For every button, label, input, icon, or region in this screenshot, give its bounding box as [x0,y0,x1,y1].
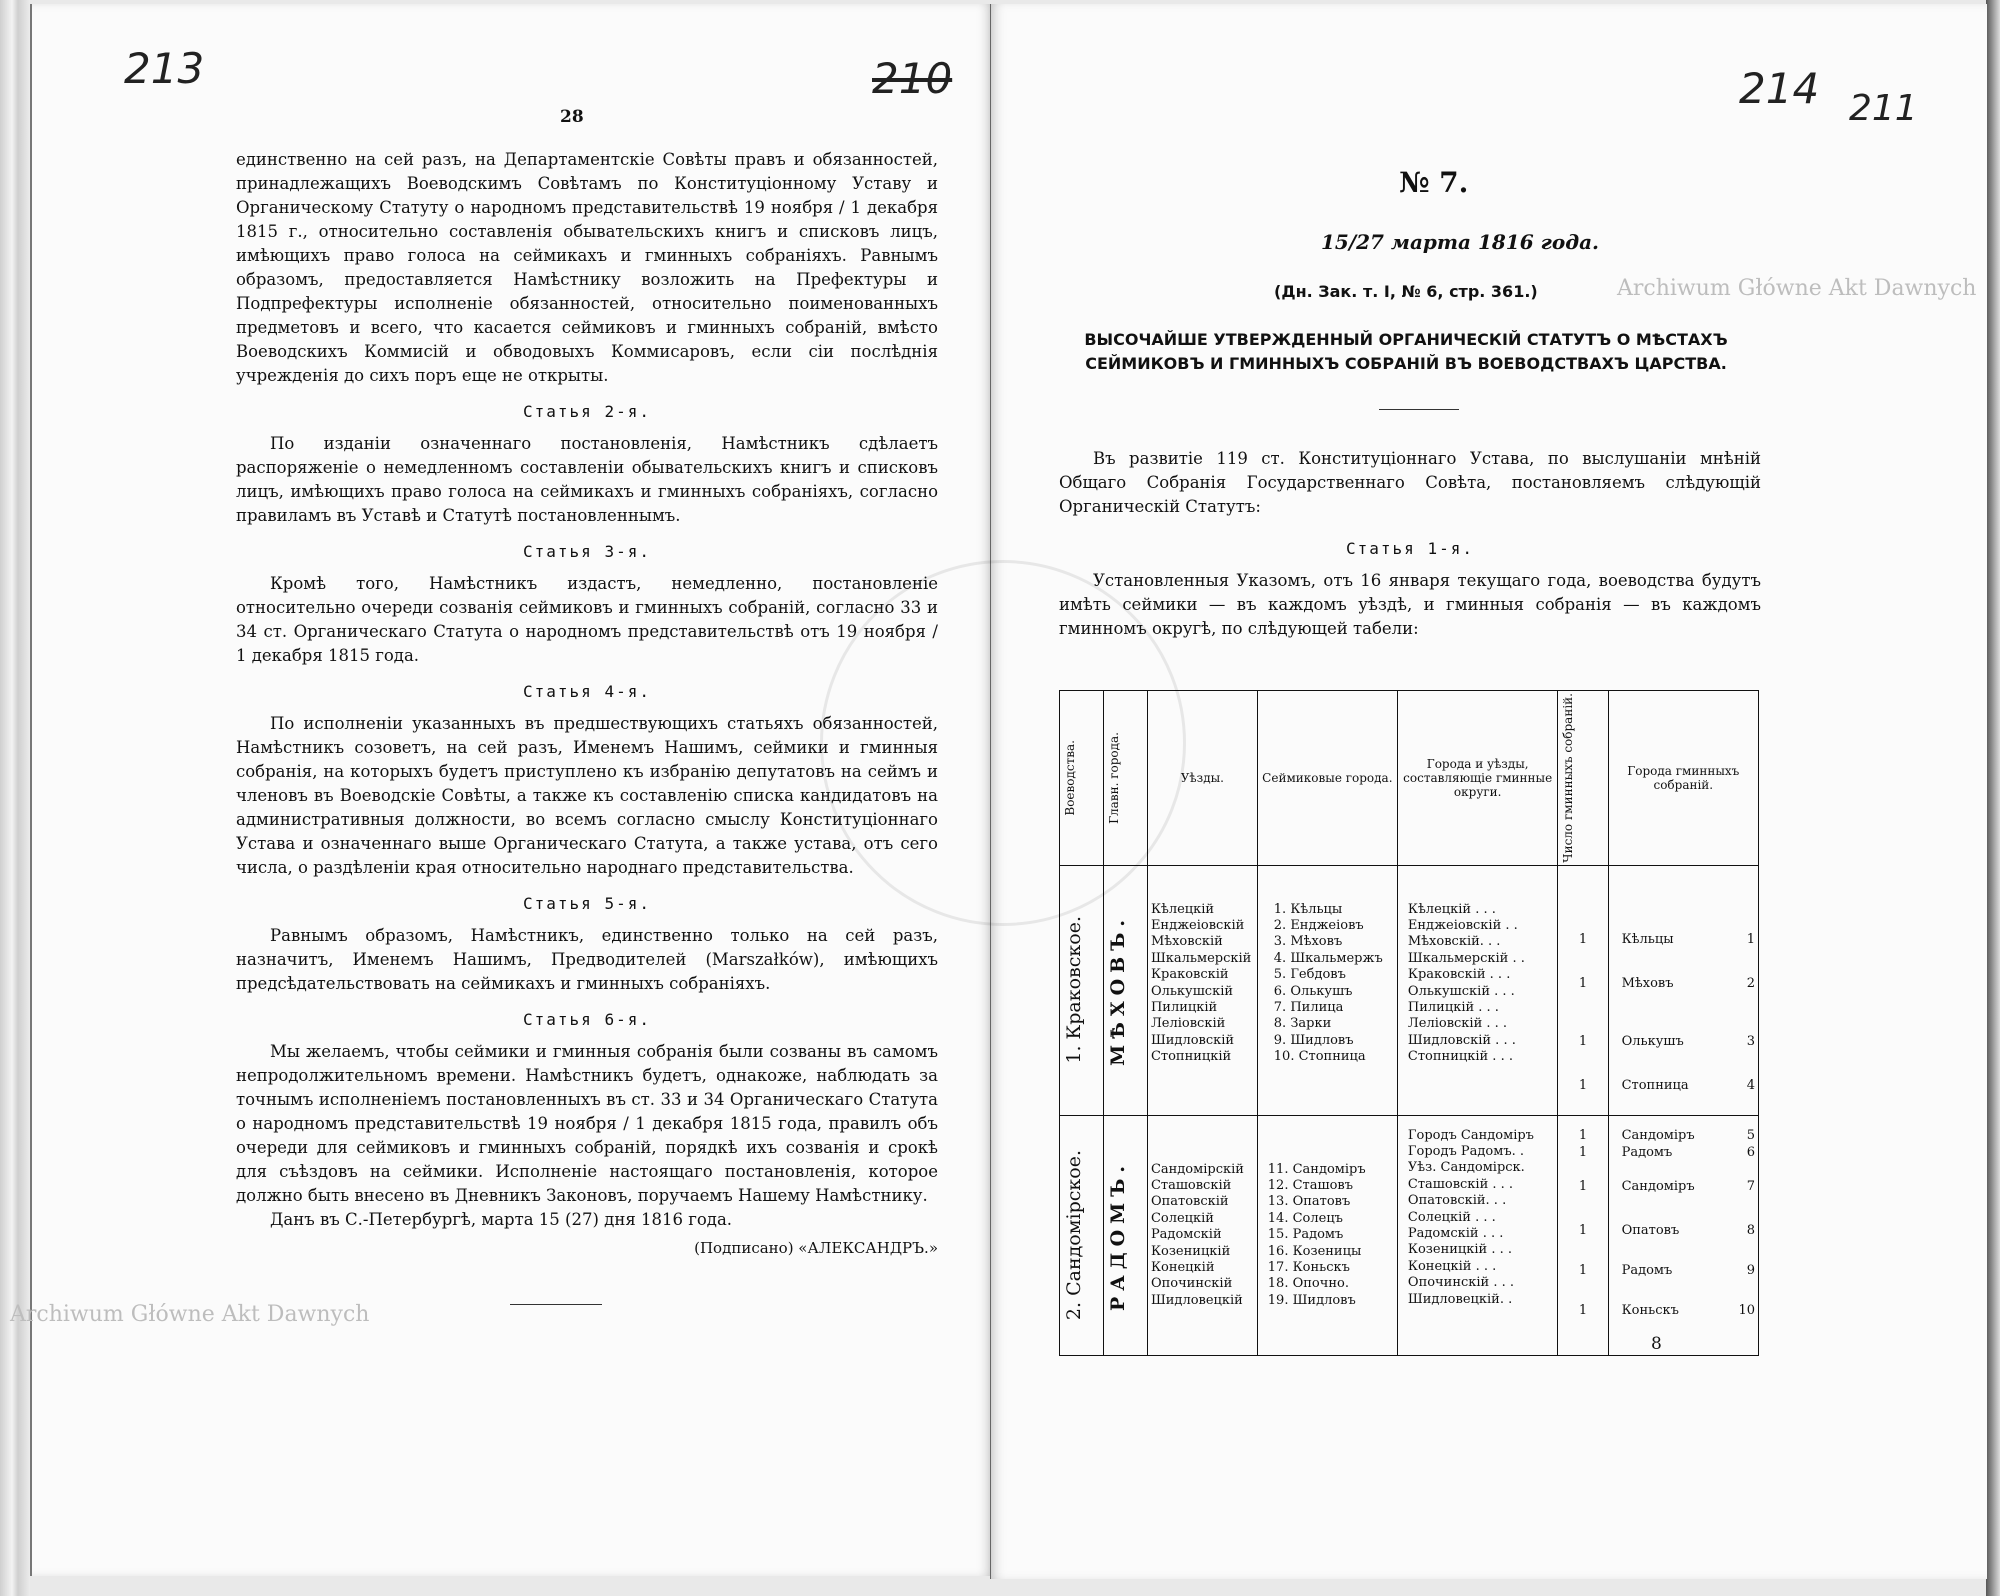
book-edge-right [1986,0,2000,1596]
archive-watermark-right: Archiwum Główne Akt Dawnych [1617,276,1977,301]
header-seimik-towns: Сеймиковые города. [1257,691,1397,866]
handwritten-folio-number: 211 [1849,88,1918,129]
article-4-heading: Статья 4-я. [523,682,651,701]
archive-watermark-left: Archiwum Główne Akt Dawnych [10,1302,370,1327]
header-gmina-count: Число гминныхъ собраній. [1558,691,1608,866]
gmina-town-list: Кѣльцы 1 Мѣховъ 2 Олькушъ 3 Стопница 4 [1608,865,1758,1115]
archive-stamp-watermark [820,560,1186,926]
capital-cell: РАДОМЪ. [1103,1115,1147,1355]
header-gmina-districts: Города и уѣзды, составляющіе гминные округи. [1397,691,1558,866]
voivodeship-cell: 1. Краковское. [1060,865,1104,1115]
header-voivodeships: Воеводства. [1060,691,1104,866]
article-2-text: По изданіи означеннаго постановленія, Намѣстникъ сдѣлаетъ распоряженіе о немедленномъ составленіи обывательскихъ книгъ и списковъ лицъ, имѣющихъ право голоса на сеймикахъ и гминныхъ собраніяхъ, согласно правиламъ въ Уставѣ и Статутѣ постановленнымъ. [236,434,938,525]
end-rule [510,1304,602,1305]
gmina-count-list: 1 1 1 1 1 1 [1558,1115,1608,1355]
article-4-text: По исполненіи указанныхъ въ предшествующихъ статьяхъ обязанностей, Намѣстникъ созоветъ, на сей разъ, Именемъ Нашимъ, сеймики и гминныя собранія, на которыхъ будетъ приступлено къ избранію депутатовъ на сеймъ и членовъ въ Воеводскіе Совѣты, а также къ составленію списка кандидатовъ на административныя должности, во всемъ согласно смыслу Конституціоннаго Устава и означеннаго выше Органическаго Статута, а также устава, отъ сего числа, о раздѣленіи края относительно народнаго представительства. [236,714,938,877]
handwritten-folio-number: 210 [872,54,953,103]
page-number: 28 [560,107,584,127]
article-6-heading: Статья 6-я. [523,1010,651,1029]
article-1-heading: Статья 1-я. [1346,539,1474,558]
gmina-district-list: Городъ Сандоміръ Городъ Радомъ. . Уѣз. Сандомірск. Сташовскій . . . Опатовскій. . . Солецкій . . . Радомскій . . . Козеницкій . . . Конецкій . . . Опочинскій . . . Шидловецкій. . [1397,1115,1558,1355]
article-2-heading: Статья 2-я. [523,402,651,421]
article-3-text: Кромѣ того, Намѣстникъ издастъ, немедленно, постановленіе относительно очереди созванія сеймиковъ и гминныхъ собраній, согласно 33 и 34 ст. Органическаго Статута о народномъ представительствѣ отъ 19 ноября / 1 декабря 1815 года. [236,574,938,665]
article-5-text: Равнымъ образомъ, Намѣстникъ, единственно только на сей разъ, назначитъ, Именемъ Нашимъ, Предводителей (Marszałków), имѣющихъ предсѣдательствовать на сеймикахъ и гминныхъ собраніяхъ. [236,926,938,993]
right-body [1059,447,1761,641]
handwritten-archive-number: 214 [1739,64,1820,113]
article-3-heading: Статья 3-я. [523,542,651,561]
district-list: Кѣлецкій Енджеіовскій Мѣховскій Шкальмерскій Краковскій Олькушскій Пилицкій Леліовскій Шидловскій Стопницкій [1147,865,1257,1115]
section-sandomierz [1060,1115,1759,1355]
article-1-text: Установленныя Указомъ, отъ 16 января текущаго года, воеводства будутъ имѣть сеймики — въ каждомъ уѣздѣ, и гминныя собранія — въ каждомъ гминномъ округѣ, по слѣдующей табели: [1059,571,1761,638]
document-number: № 7. [1399,166,1469,199]
statute-title: ВЫСОЧАЙШЕ УТВЕРЖДЕННЫЙ ОРГАНИЧЕСКІЙ СТАТУТЪ О МѢСТАХЪ СЕЙМИКОВЪ И ГМИННЫХЪ СОБРАНІЙ ВЪ ВОЕВОДСТВАХЪ ЦАРСТВА. [1084,330,1728,373]
intro-paragraph: единственно на сей разъ, на Департаментскіе Совѣты правъ и обязанностей, принадлежащихъ Воеводскимъ Совѣтамъ по Конституціонному Уставу и Органическому Статуту о народномъ представительствѣ 19 ноября / 1 декабря 1815 г., относительно составленія обывательскихъ книгъ и списковъ лицъ, имѣющихъ право голоса на сеймикахъ и гминныхъ собраніяхъ. Равнымъ образомъ, предоставляется Намѣстнику возложить на Префектуры и Подпрефектуры исполненіе обязанностей, относительно поименованныхъ предметовъ и всего, что касается сеймиковъ и гминныхъ собраній, вмѣсто Воеводскихъ Коммисій и обводовыхъ Коммисаровъ, если сіи послѣднія учрежденія до сихъ поръ еще не открыты. [236,150,938,385]
gmina-district-list: Кѣлецкій . . . Енджеіовскій . . Мѣховскій. . . Шкальмерскій . . Краковскій . . . Олькушскій . . . Пилицкій . . . Леліовскій . . . Шидловскій . . . Стопницкій . . . [1397,865,1558,1115]
header-gmina-towns: Города гминныхъ собраній. [1608,691,1758,866]
gmina-town-list: Сандоміръ 5 Радомъ 6 Сандоміръ 7 Опатовъ 8 Радомъ 9 Коньскъ 10 [1608,1115,1758,1355]
article-6-text: Мы желаемъ, чтобы сеймики и гминныя собранія были созваны въ самомъ непродолжительномъ времени. Намѣстникъ будетъ, однакоже, наблюдать за точнымъ исполненіемъ постановленныхъ въ ст. 33 и 34 Органическаго Статута о народномъ представительствѣ 19 ноября / 1 декабря 1815 года, правилъ объ очереди для сеймиковъ и гминныхъ собраній, порядкѣ ихъ созванія и срокѣ для съѣздовъ на сеймики. Исполненіе настоящаго постановленія, которое должно быть внесено въ Дневникъ Законовъ, поручаемъ Нашему Намѣстнику. [236,1042,938,1205]
signature: (Подписано) «АЛЕКСАНДРЪ.» [694,1239,938,1257]
document-date: 15/27 марта 1816 года. [1321,230,1600,254]
gmina-count-list: 1 1 1 1 [1558,865,1608,1115]
header-districts: Уѣзды. [1147,691,1257,866]
district-list: Сандомірскій Сташовскій Опатовскій Солецкій Радомскій Козеницкій Конецкій Опочинскій Шидловецкій [1147,1115,1257,1355]
source-reference: (Дн. Зак. т. I, № 6, стр. 361.) [1274,282,1538,301]
voivodeship-cell: 2. Сандомірское. [1060,1115,1104,1355]
handwritten-archive-number: 213 [124,44,205,93]
header-capitals: Главн. города. [1103,691,1147,866]
closing-line: Данъ въ С.-Петербургѣ, марта 15 (27) дня 1816 года. [270,1210,733,1229]
seimik-town-list: 11. Сандоміръ 12. Сташовъ 13. Опатовъ 14. Солецъ 15. Радомъ 16. Козеницы 17. Коньскъ 18. Опочно. 19. Шидловъ [1257,1115,1397,1355]
article-5-heading: Статья 5-я. [523,894,651,913]
section-krakow [1060,865,1759,1115]
title-rule [1379,409,1459,410]
book-edge-left [0,0,30,1596]
capital-cell: МѢХОВЪ. [1103,865,1147,1115]
seimik-town-list: 1. Кѣльцы 2. Енджеіовъ 3. Мѣховъ 4. Шкальмержъ 5. Гебдовъ 6. Олькушъ 7. Пилица 8. Зарки 9. Шидловъ 10. Стопница [1257,865,1397,1115]
preamble: Въ развитіе 119 ст. Конституціоннаго Устава, по выслушаніи мнѣній Общаго Собранія Государственнаго Совѣта, постановляемъ слѣдующій Органическій Статутъ: [1059,449,1761,516]
footer-mark: 8 [1651,1334,1662,1354]
